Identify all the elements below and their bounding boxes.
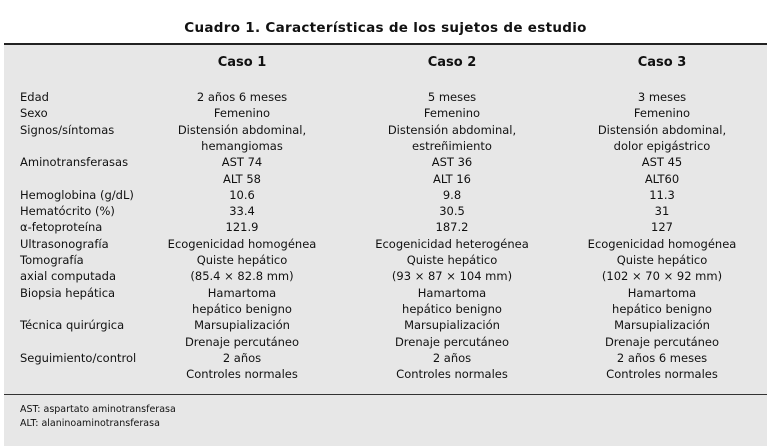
table-row bbox=[4, 285, 767, 301]
table-title: Cuadro 1. Características de los sujetos de estudio bbox=[184, 20, 587, 36]
cell-caso-1: 10.6 bbox=[229, 187, 255, 202]
cell-caso-2: 30.5 bbox=[439, 204, 465, 219]
table-row bbox=[4, 268, 767, 284]
cell-caso-1: Ecogenicidad homogénea bbox=[167, 236, 317, 251]
cell-caso-1: Marsupialización bbox=[194, 318, 290, 333]
row-label: Sexo bbox=[20, 106, 48, 121]
cell-caso-3: 127 bbox=[651, 220, 673, 235]
cell-caso-1: ALT 58 bbox=[222, 171, 261, 186]
cell-caso-3: 11.3 bbox=[649, 187, 675, 202]
table-row bbox=[4, 138, 767, 154]
cell-caso-3: Quiste hepático bbox=[616, 253, 708, 267]
cell-caso-1: Femenino bbox=[213, 106, 271, 121]
cell-caso-1: Drenaje percutáneo bbox=[184, 334, 300, 349]
table-row bbox=[4, 122, 767, 138]
table-row bbox=[4, 203, 767, 219]
cell-caso-2: 9.8 bbox=[442, 187, 462, 202]
cell-caso-2: 2 años bbox=[432, 350, 472, 365]
cell-caso-2: 5 meses bbox=[427, 90, 477, 104]
cell-caso-3: Hamartoma bbox=[627, 285, 697, 300]
table-row bbox=[4, 366, 767, 382]
cell-caso-2: ALT 16 bbox=[432, 171, 471, 186]
cell-caso-1: 121.9 bbox=[225, 220, 259, 235]
row-label: Hemoglobina (g/dL) bbox=[20, 187, 134, 202]
cell-caso-1: 2 años bbox=[222, 350, 262, 365]
table-row bbox=[4, 154, 767, 170]
cell-caso-2: 187.2 bbox=[435, 220, 469, 235]
cell-caso-3: (102 × 70 × 92 mm) bbox=[601, 269, 723, 284]
cell-caso-3: AST 45 bbox=[641, 155, 683, 170]
table-row bbox=[4, 350, 767, 366]
cell-caso-3: Distensión abdominal, bbox=[597, 122, 727, 137]
table-row bbox=[4, 187, 767, 203]
table-row bbox=[4, 334, 767, 350]
cell-caso-3: dolor epigástrico bbox=[613, 138, 711, 153]
row-label: Signos/síntomas bbox=[20, 122, 115, 137]
cell-caso-2: hepático benigno bbox=[402, 301, 502, 316]
cell-caso-2: Femenino bbox=[423, 106, 481, 121]
cell-caso-1: Quiste hepático bbox=[196, 253, 288, 267]
column-header-caso-2: Caso 2 bbox=[427, 55, 477, 70]
row-label: Seguimiento/control bbox=[20, 350, 137, 365]
cell-caso-2: Marsupialización bbox=[404, 318, 500, 333]
footnote-divider bbox=[4, 394, 767, 395]
cell-caso-2: AST 36 bbox=[431, 155, 473, 170]
table-row bbox=[4, 236, 767, 252]
footnote-alt: ALT: alaninoaminotransferasa bbox=[20, 418, 160, 429]
row-label: α-fetoproteína bbox=[20, 220, 103, 235]
cell-caso-2: Drenaje percutáneo bbox=[394, 334, 510, 349]
cell-caso-2: (93 × 87 × 104 mm) bbox=[391, 269, 513, 284]
cell-caso-2: Quiste hepático bbox=[406, 253, 498, 267]
cell-caso-3: hepático benigno bbox=[612, 301, 712, 316]
column-header-caso-3: Caso 3 bbox=[637, 55, 687, 70]
cell-caso-3: Marsupialización bbox=[614, 318, 710, 333]
cell-caso-2: Distensión abdominal, bbox=[387, 122, 517, 137]
cell-caso-3: Controles normales bbox=[606, 367, 718, 382]
cell-caso-1: 33.4 bbox=[229, 204, 255, 219]
row-label: Técnica quirúrgica bbox=[20, 318, 125, 333]
cell-caso-3: Femenino bbox=[633, 106, 691, 121]
row-label: Ultrasonografía bbox=[20, 236, 109, 251]
row-label: Tomografía bbox=[20, 253, 84, 267]
cell-caso-3: 31 bbox=[654, 204, 670, 219]
cell-caso-3: 3 meses bbox=[637, 90, 687, 104]
cell-caso-1: 2 años 6 meses bbox=[196, 90, 288, 104]
cell-caso-1: (85.4 × 82.8 mm) bbox=[190, 269, 294, 284]
cell-caso-1: AST 74 bbox=[221, 155, 263, 170]
row-label: Hematócrito (%) bbox=[20, 204, 115, 219]
row-label: Biopsia hepática bbox=[20, 285, 116, 300]
cell-caso-1: Controles normales bbox=[186, 367, 298, 382]
cell-caso-3: Ecogenicidad homogénea bbox=[587, 236, 737, 251]
cell-caso-2: Controles normales bbox=[396, 367, 508, 382]
column-header-caso-1: Caso 1 bbox=[217, 55, 267, 70]
table-row bbox=[4, 89, 767, 105]
table-row bbox=[4, 252, 767, 268]
cell-caso-3: 2 años 6 meses bbox=[616, 350, 708, 365]
row-label: Edad bbox=[20, 90, 49, 104]
cell-caso-1: hemangiomas bbox=[201, 138, 283, 153]
row-label: axial computada bbox=[20, 269, 116, 284]
cell-caso-2: Hamartoma bbox=[417, 285, 487, 300]
table-row bbox=[4, 219, 767, 235]
cell-caso-2: estreñimiento bbox=[412, 138, 492, 153]
table-row bbox=[4, 317, 767, 333]
table-box bbox=[4, 43, 767, 446]
table-row bbox=[4, 301, 767, 317]
cell-caso-2: Ecogenicidad heterogénea bbox=[375, 236, 529, 251]
cell-caso-1: hepático benigno bbox=[192, 301, 292, 316]
cell-caso-1: Distensión abdominal, bbox=[177, 122, 307, 137]
cell-caso-3: ALT60 bbox=[644, 171, 680, 186]
table-row bbox=[4, 171, 767, 187]
row-label: Aminotransferasas bbox=[20, 155, 129, 170]
table-row bbox=[4, 105, 767, 121]
cell-caso-3: Drenaje percutáneo bbox=[604, 334, 720, 349]
footnote-ast: AST: aspartato aminotransferasa bbox=[20, 404, 176, 415]
cell-caso-1: Hamartoma bbox=[207, 285, 277, 300]
